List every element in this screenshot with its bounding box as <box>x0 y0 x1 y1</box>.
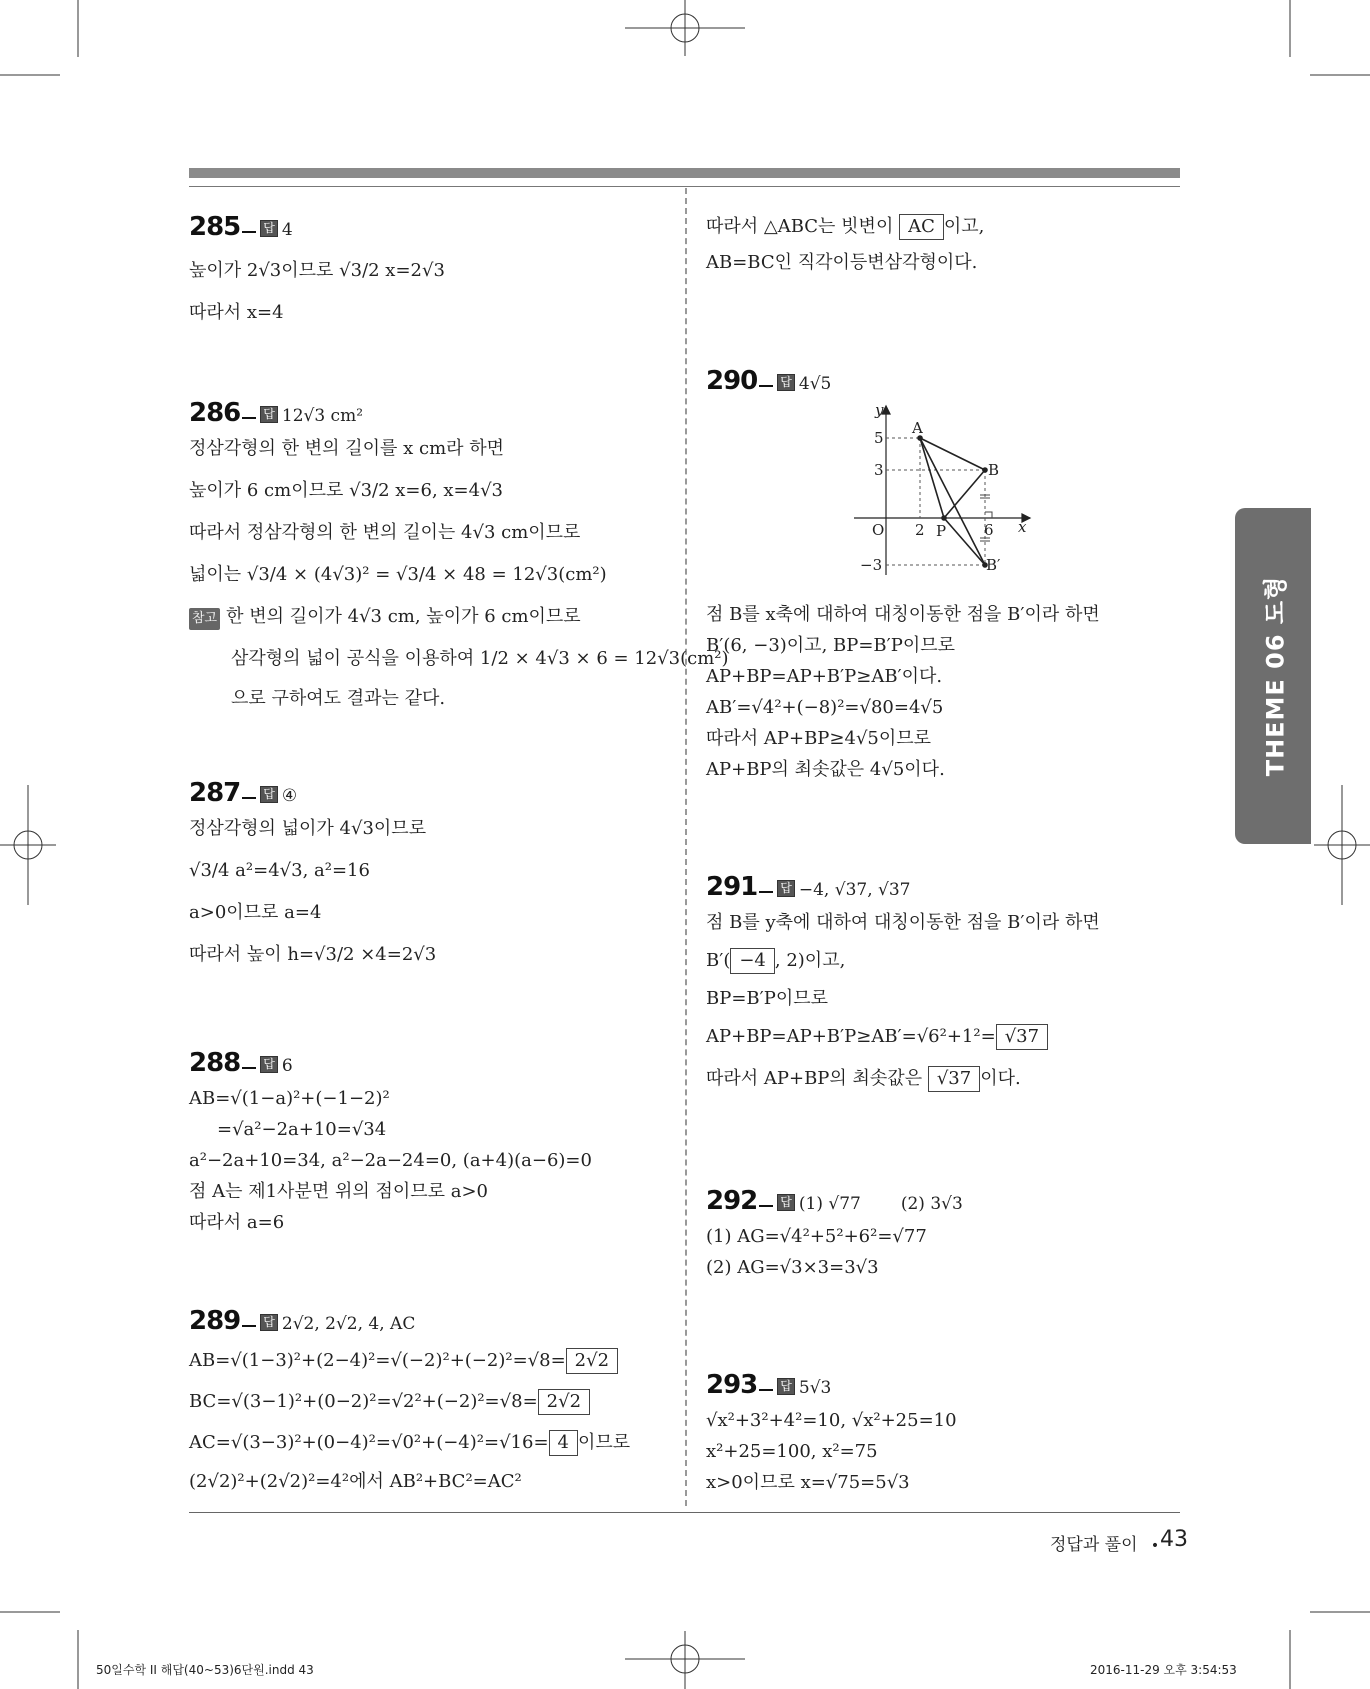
problem-number: 289 <box>189 1306 241 1336</box>
solution-line: x²+25=100, x²=75 <box>706 1441 878 1462</box>
solution-line: AP+BP=AP+B′P≥AB′이다. <box>706 666 943 687</box>
solution-line: AP+BP=AP+B′P≥AB′=√6²+1²= <box>706 1026 996 1047</box>
solution-line: , 2)이고, <box>774 950 846 971</box>
point-label-b: B <box>988 461 1000 479</box>
solution-line: 따라서 x=4 <box>189 302 284 323</box>
answer-badge: 답 <box>777 880 795 897</box>
problem-290-solution <box>706 604 1100 781</box>
page-section-label <box>1050 1530 1159 1555</box>
solution-line: BC=√(3−1)²+(0−2)²=√2²+(−2)²=√8= <box>189 1391 538 1412</box>
problem-number: 293 <box>706 1370 758 1400</box>
header-rule <box>189 186 1180 187</box>
answer-value: 4√5 <box>798 374 832 394</box>
blank-box: AC <box>899 214 944 240</box>
column-divider <box>685 188 687 1506</box>
answer-value: 12√3 cm² <box>281 406 364 426</box>
answer-badge: 답 <box>260 1314 278 1331</box>
answer-value: (1) √77 <box>798 1194 861 1214</box>
solution-line: 넓이는 √3/4 × (4√3)² = √3/4 × 48 = 12√3(cm²) <box>189 564 607 585</box>
solution-line: 정삼각형의 넓이가 4√3이므로 <box>189 818 427 839</box>
problem-286 <box>189 398 729 710</box>
problem-291 <box>706 872 1100 1092</box>
point-p <box>941 515 947 521</box>
solution-line: 따라서 정삼각형의 한 변의 길이는 4√3 cm이므로 <box>189 522 581 543</box>
answer-badge: 답 <box>777 1194 795 1211</box>
solution-line: (2√2)²+(2√2)²=4²에서 AB²+BC²=AC² <box>189 1471 522 1492</box>
page-bullet: • <box>1150 1538 1160 1554</box>
footer-rule <box>189 1512 1180 1513</box>
answer-badge: 답 <box>260 406 278 423</box>
answer-value: ④ <box>281 786 298 806</box>
solution-line: BP=B′P이므로 <box>706 988 829 1009</box>
tick-label: 5 <box>874 429 884 447</box>
solution-line: B′( <box>706 950 731 971</box>
side-tab-label-wrap <box>1235 508 1311 844</box>
answer-value: (2) 3√3 <box>900 1194 963 1214</box>
answer-value: 4 <box>281 220 293 240</box>
answer-badge: 답 <box>260 786 278 803</box>
solution-line: √x²+3²+4²=10, √x²+25=10 <box>706 1410 957 1431</box>
solution-line: AC=√(3−3)²+(0−4)²=√0²+(−4)²=√16= <box>189 1432 549 1453</box>
answer-badge: 답 <box>777 1378 795 1395</box>
print-timestamp: 2016-11-29 오후 3:54:53 <box>1090 1663 1237 1677</box>
segment-ab-prime <box>920 438 985 565</box>
answer-value: 2√2, 2√2, 4, AC <box>281 1314 416 1334</box>
segment-ab <box>920 438 985 470</box>
problem-287 <box>189 778 436 966</box>
blank-box: √37 <box>928 1066 980 1092</box>
solution-line: 따라서 높이 h=√3/2 ×4=2√3 <box>189 944 437 965</box>
solution-line: 따라서 AP+BP≥4√5이므로 <box>706 728 932 749</box>
solution-line: 따라서 △ABC는 빗변이 <box>706 216 894 237</box>
solution-line: 점 B를 y축에 대하여 대칭이동한 점을 B′이라 하면 <box>706 912 1100 933</box>
solution-line: 정삼각형의 한 변의 길이를 x cm라 하면 <box>189 438 505 459</box>
answer-value: −4, √37, √37 <box>798 880 911 900</box>
solution-line: (2) AG=√3×3=3√3 <box>706 1257 879 1278</box>
blank-box: √37 <box>996 1024 1048 1050</box>
solution-line: a>0이므로 a=4 <box>189 902 322 923</box>
problem-289 <box>189 1306 630 1493</box>
tick-label: −3 <box>860 556 883 574</box>
tick-label: 3 <box>874 461 884 479</box>
solution-line: 이고, <box>943 216 985 237</box>
point-b <box>982 467 988 473</box>
solution-line: 따라서 AP+BP의 최솟값은 <box>706 1068 923 1089</box>
segment-bp <box>944 470 985 518</box>
axis-label-x: x <box>1018 518 1027 536</box>
answer-value: 5√3 <box>798 1378 832 1398</box>
point-label-a: A <box>912 419 923 437</box>
problem-number: 290 <box>706 366 758 396</box>
solution-line: 이다. <box>980 1068 1021 1089</box>
note-line: 한 변의 길이가 4√3 cm, 높이가 6 cm이므로 <box>226 606 581 627</box>
origin-label: O <box>872 521 885 539</box>
note-line: 삼각형의 넓이 공식을 이용하여 1/2 × 4√3 × 6 = 12√3(cm²) <box>231 648 729 669</box>
blank-box: −4 <box>730 948 775 974</box>
page-number: 43 <box>1160 1527 1188 1552</box>
note-line: 으로 구하여도 결과는 같다. <box>231 688 446 709</box>
solution-line: AB=√(1−a)²+(−1−2)² <box>189 1088 390 1109</box>
problem-number: 287 <box>189 778 241 808</box>
blank-box: 2√2 <box>566 1348 618 1374</box>
solution-line: B′(6, −3)이고, BP=B′P이므로 <box>706 635 956 656</box>
axis-label-y: y <box>875 401 884 419</box>
solution-line: 점 A는 제1사분면 위의 점이므로 a>0 <box>189 1181 488 1202</box>
page-label-text: 정답과 풀이 <box>1050 1535 1138 1555</box>
solution-line: 높이가 6 cm이므로 √3/2 x=6, x=4√3 <box>189 480 503 501</box>
point-label-b-prime: B′ <box>986 556 1001 574</box>
side-tab-label: THEME 06 도형 <box>1261 575 1290 777</box>
tick-label: 6 <box>984 521 994 539</box>
answer-badge: 답 <box>777 374 795 391</box>
solution-line: AP+BP의 최솟값은 4√5이다. <box>706 759 945 780</box>
solution-line: AB′=√4²+(−8)²=√80=4√5 <box>706 697 944 718</box>
tick-label: 2 <box>915 521 925 539</box>
blank-box: 2√2 <box>538 1389 590 1415</box>
solution-line: √3/4 a²=4√3, a²=16 <box>189 860 370 881</box>
note-badge: 참고 <box>189 608 220 630</box>
problem-293 <box>706 1370 957 1494</box>
answer-badge: 답 <box>260 220 278 237</box>
problem-290 <box>706 366 831 396</box>
problem-number: 285 <box>189 212 241 242</box>
answer-value: 6 <box>281 1056 293 1076</box>
solution-line: 높이가 2√3이므로 √3/2 x=2√3 <box>189 260 445 281</box>
solution-line: AB=BC인 직각이등변삼각형이다. <box>706 252 978 273</box>
problem-285 <box>189 212 445 324</box>
solution-line: x>0이므로 x=√75=5√3 <box>706 1472 910 1493</box>
header-bar <box>189 168 1180 178</box>
problem-number: 286 <box>189 398 241 428</box>
coordinate-graph <box>850 400 1040 580</box>
problem-number: 292 <box>706 1186 758 1216</box>
blank-box: 4 <box>549 1430 578 1456</box>
solution-line: 따라서 a=6 <box>189 1212 285 1233</box>
solution-line: =√a²−2a+10=√34 <box>217 1119 387 1140</box>
solution-line: a²−2a+10=34, a²−2a−24=0, (a+4)(a−6)=0 <box>189 1150 592 1171</box>
solution-line: 점 B를 x축에 대하여 대칭이동한 점을 B′이라 하면 <box>706 604 1100 625</box>
problem-289-continued <box>706 214 984 274</box>
solution-line: 이므로 <box>578 1432 631 1453</box>
problem-number: 288 <box>189 1048 241 1078</box>
solution-line: AB=√(1−3)²+(2−4)²=√(−2)²+(−2)²=√8= <box>189 1350 566 1371</box>
problem-number: 291 <box>706 872 758 902</box>
solution-line: (1) AG=√4²+5²+6²=√77 <box>706 1226 927 1247</box>
problem-288 <box>189 1048 592 1234</box>
print-file-info: 50일수학 II 해답(40~53)6단원.indd 43 <box>96 1663 314 1677</box>
problem-292 <box>706 1186 963 1279</box>
point-label-p: P <box>936 522 947 540</box>
answer-badge: 답 <box>260 1056 278 1073</box>
